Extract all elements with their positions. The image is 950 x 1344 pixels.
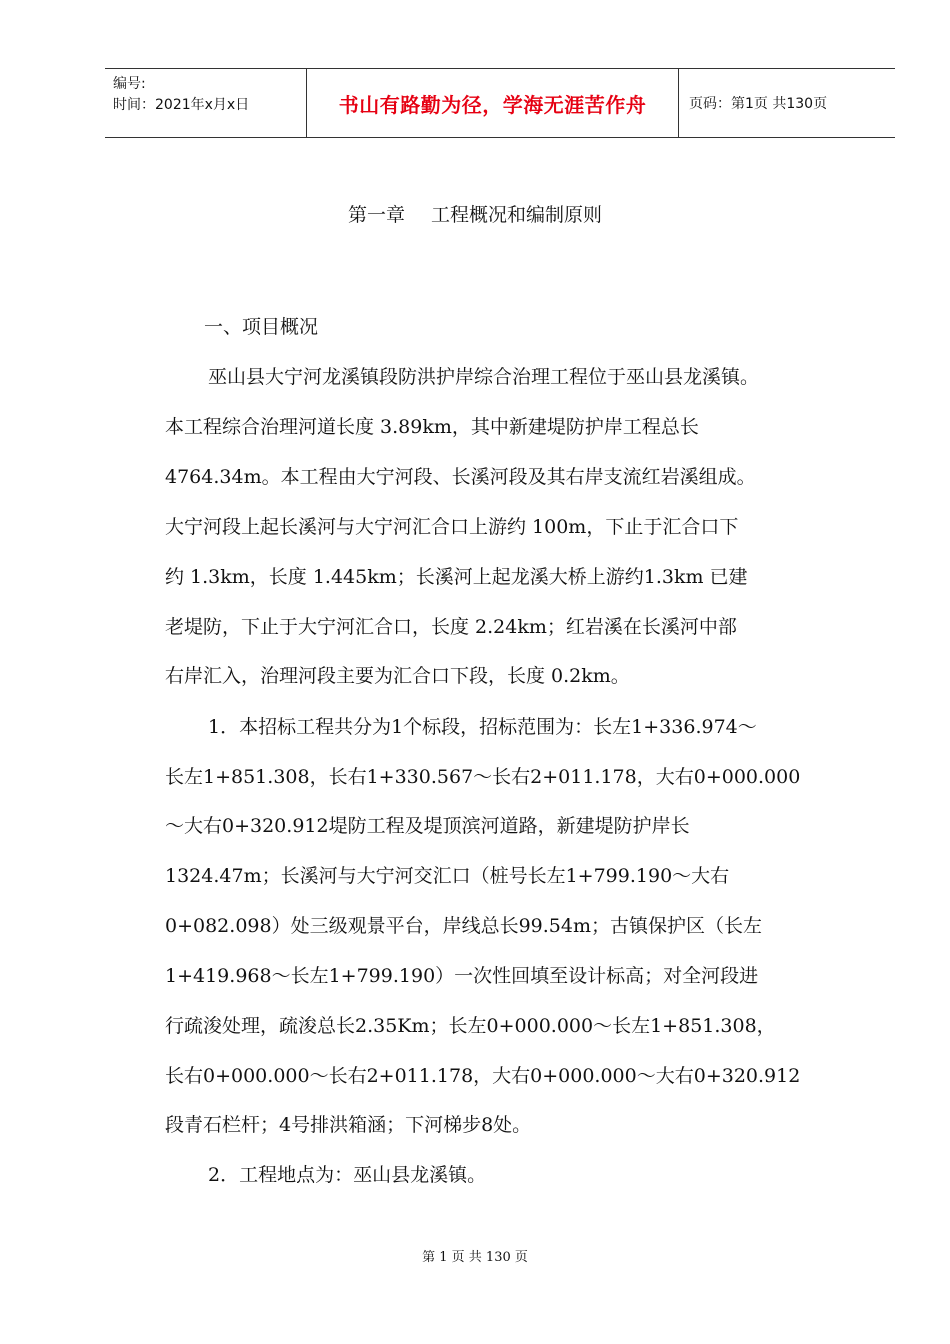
page-header xyxy=(105,68,895,138)
paragraph-line: 1+419.968～长左1+799.190）一次性回填至设计标高；对全河段进 xyxy=(165,965,759,987)
paragraph-line: 长左1+851.308，长右1+330.567～长右2+011.178，大右0+000.000 xyxy=(165,766,801,788)
header-meta-cell xyxy=(105,69,307,137)
serial-number-label: 编号: xyxy=(113,76,146,92)
paragraph-line: 行疏浚处理，疏浚总长2.35Km；长左0+000.000～长左1+851.308， xyxy=(165,1015,776,1037)
header-page-info: 页码：第1页 共130页 xyxy=(689,96,828,112)
paragraph-line: 巫山县大宁河龙溪镇段防洪护岸综合治理工程位于巫山县龙溪镇。 xyxy=(208,366,760,388)
paragraph-line: 本工程综合治理河道长度 3.89km，其中新建堤防护岸工程总长 xyxy=(165,416,699,438)
chapter-name: 工程概况和编制原则 xyxy=(431,204,603,226)
chapter-title xyxy=(0,200,950,227)
paragraph-line: 0+082.098）处三级观景平台，岸线总长99.54m；古镇保护区（长左 xyxy=(165,915,762,937)
paragraph-line: 约 1.3km，长度 1.445km；长溪河上起龙溪大桥上游约1.3km 已建 xyxy=(165,566,748,588)
paragraph-line: 右岸汇入，治理河段主要为汇合口下段，长度 0.2km。 xyxy=(165,665,630,687)
paragraph-line: 1．本招标工程共分为1个标段，招标范围为：长左1+336.974～ xyxy=(208,716,757,738)
paragraph-line: 4764.34m。本工程由大宁河段、长溪河段及其右岸支流红岩溪组成。 xyxy=(165,466,756,488)
date-line: 时间：2021年x月x日 xyxy=(113,97,250,113)
paragraph-line: ～大右0+320.912堤防工程及堤顶滨河道路，新建堤防护岸长 xyxy=(165,815,690,837)
header-page-cell xyxy=(679,69,895,137)
paragraph-line: 长右0+000.000～长右2+011.178，大右0+000.000～大右0+320.912 xyxy=(165,1065,801,1087)
paragraph-line: 老堤防，下止于大宁河汇合口，长度 2.24km；红岩溪在长溪河中部 xyxy=(165,616,737,638)
paragraph-line: 2．工程地点为：巫山县龙溪镇。 xyxy=(208,1164,487,1186)
header-motto-cell xyxy=(307,69,679,137)
paragraph-line: 1324.47m；长溪河与大宁河交汇口（桩号长左1+799.190～大右 xyxy=(165,865,730,887)
paragraph-line: 大宁河段上起长溪河与大宁河汇合口上游约 100m，下止于汇合口下 xyxy=(165,516,739,538)
page-footer: 第 1 页 共 130 页 xyxy=(422,1250,528,1265)
header-motto: 书山有路勤为径，学海无涯苦作舟 xyxy=(338,92,647,117)
chapter-number: 第一章 xyxy=(347,204,405,226)
paragraph-line: 段青石栏杆；4号排洪箱涵；下河梯步8处。 xyxy=(165,1114,532,1136)
section-heading: 一、项目概况 xyxy=(204,316,319,338)
